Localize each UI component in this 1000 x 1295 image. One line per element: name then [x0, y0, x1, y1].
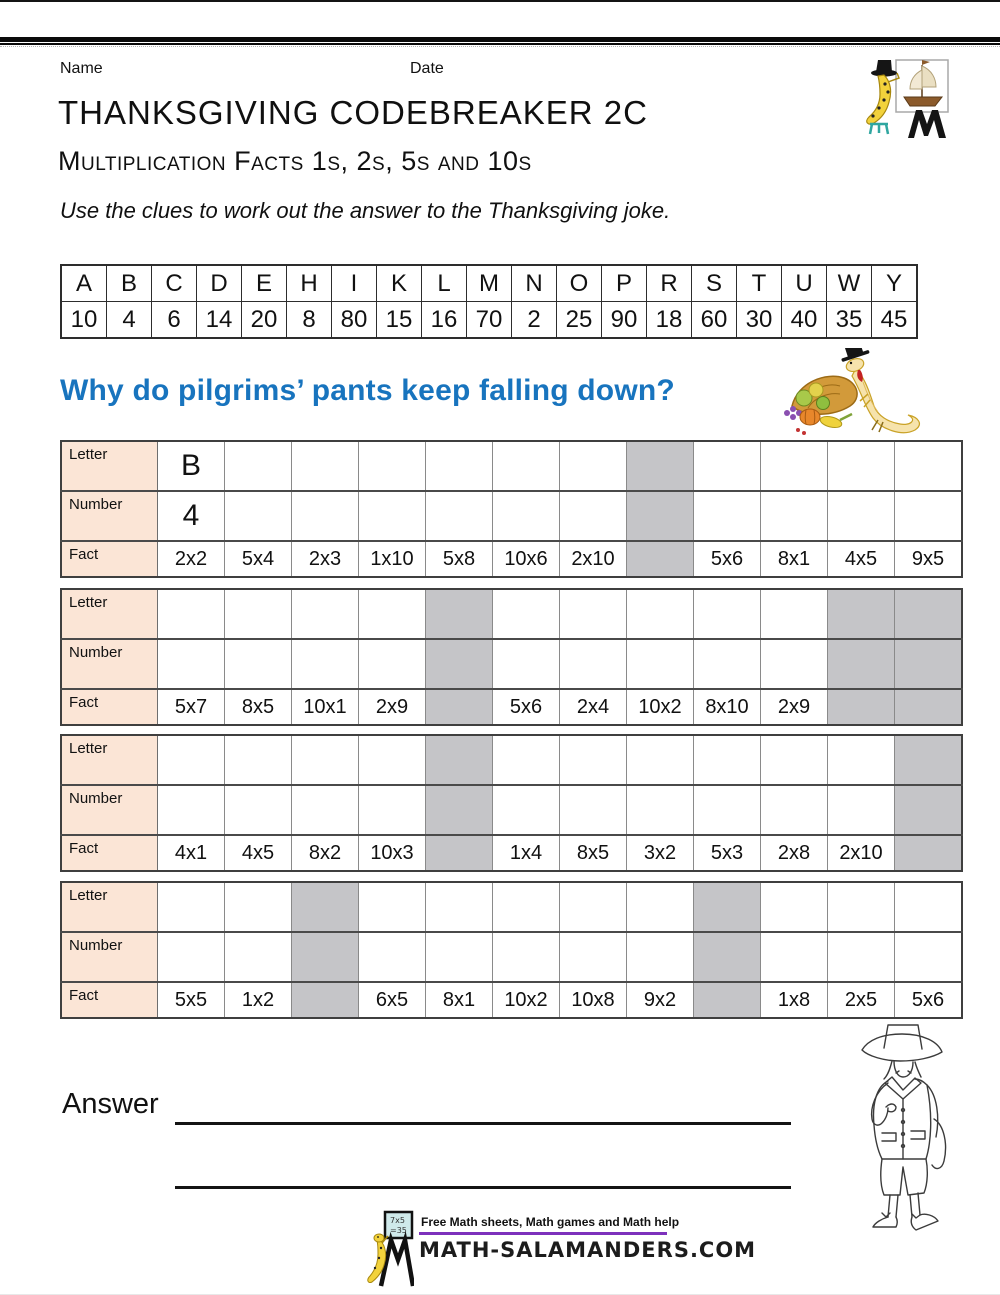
grid-3-letter-cell [158, 735, 225, 785]
grid-2-letter-cell [158, 589, 225, 639]
grid-2-gray-cell [895, 589, 963, 639]
grid-3-number-cell [761, 785, 828, 835]
code-number-cell: 70 [467, 302, 512, 339]
code-letter-cell: O [557, 265, 602, 302]
code-letter-cell: A [61, 265, 107, 302]
code-number-cell: 80 [332, 302, 377, 339]
row-label-fact: Fact [61, 541, 158, 577]
code-number-cell: 18 [647, 302, 692, 339]
code-letter-cell: I [332, 265, 377, 302]
grid-3-fact-cell: 2x8 [761, 835, 828, 871]
grid-4-gray-cell [694, 982, 761, 1018]
grid-3-number-cell [627, 785, 694, 835]
grid-4-number-cell [560, 932, 627, 982]
grid-2-number-cell [694, 639, 761, 689]
code-number-cell: 10 [61, 302, 107, 339]
code-number-cell: 90 [602, 302, 647, 339]
grid-3-gray-cell [895, 785, 963, 835]
grid-4-number-cell [895, 932, 963, 982]
grid-2-letter-cell [627, 589, 694, 639]
grid-4-fact-cell: 8x1 [426, 982, 493, 1018]
code-number-cell: 16 [422, 302, 467, 339]
grid-2-gray-cell [828, 689, 895, 725]
grid-3-fact-cell: 4x1 [158, 835, 225, 871]
code-letter-cell: T [737, 265, 782, 302]
grid-1-fact-cell: 9x5 [895, 541, 963, 577]
grid-3-fact-cell: 8x2 [292, 835, 359, 871]
grid-1-letter-cell [895, 441, 963, 491]
grid-1-letter-cell [359, 441, 426, 491]
code-number-cell: 14 [197, 302, 242, 339]
row-label-letter: Letter [61, 735, 158, 785]
grid-2-number-cell [359, 639, 426, 689]
grid-4-letter-cell [493, 882, 560, 932]
code-letter-cell: B [107, 265, 152, 302]
code-letter-cell: Y [872, 265, 918, 302]
grid-4-fact-cell: 2x5 [828, 982, 895, 1018]
row-label-letter: Letter [61, 589, 158, 639]
site-wordmark: MATH-SALAMANDERS.COM [419, 1238, 757, 1262]
grid-3-letter-cell [493, 735, 560, 785]
grid-3-gray-cell [426, 835, 493, 871]
code-number-cell: 6 [152, 302, 197, 339]
grid-4-gray-cell [694, 882, 761, 932]
grid-3-number-cell [560, 785, 627, 835]
code-number-cell: 60 [692, 302, 737, 339]
grid-1-letter-cell [225, 441, 292, 491]
grid-4-letter-cell [426, 882, 493, 932]
page-title: THANKSGIVING CODEBREAKER 2C [58, 94, 648, 131]
grid-2-number-cell [761, 639, 828, 689]
grid-2-gray-cell [426, 639, 493, 689]
grid-1-gray-cell [627, 441, 694, 491]
grid-4-letter-cell [627, 882, 694, 932]
grid-2-fact-cell: 2x4 [560, 689, 627, 725]
grid-4-letter-cell [359, 882, 426, 932]
row-label-fact: Fact [61, 835, 158, 871]
grid-3-letter-cell [359, 735, 426, 785]
grid-1-number-cell [560, 491, 627, 541]
footer-divider [419, 1232, 667, 1235]
grid-1-number-cell [359, 491, 426, 541]
code-letter-cell: W [827, 265, 872, 302]
puzzle-grid-1 [60, 440, 963, 578]
salamander-ship-logo-icon [858, 56, 952, 140]
grid-1-letter-cell [493, 441, 560, 491]
grid-4-number-cell [493, 932, 560, 982]
code-letter-cell: E [242, 265, 287, 302]
code-number-cell: 45 [872, 302, 918, 339]
date-label: Date [410, 60, 444, 77]
header-rule [0, 37, 1000, 48]
grid-3-letter-cell [560, 735, 627, 785]
code-letter-cell: M [467, 265, 512, 302]
grid-4-number-cell [225, 932, 292, 982]
code-letter-cell: K [377, 265, 422, 302]
grid-3-fact-cell: 5x3 [694, 835, 761, 871]
code-letter-cell: N [512, 265, 557, 302]
grid-3-letter-cell [761, 735, 828, 785]
grid-1-fact-cell: 2x2 [158, 541, 225, 577]
grid-2-number-cell [158, 639, 225, 689]
grid-3-number-cell [359, 785, 426, 835]
grid-2-fact-cell: 5x6 [493, 689, 560, 725]
grid-2-number-cell [292, 639, 359, 689]
grid-1-number-cell [761, 491, 828, 541]
grid-4-fact-cell: 5x6 [895, 982, 963, 1018]
site-logo [858, 56, 952, 140]
grid-4-number-cell [761, 932, 828, 982]
grid-2-letter-cell [359, 589, 426, 639]
grid-1-number-cell [895, 491, 963, 541]
grid-4-gray-cell [292, 882, 359, 932]
grid-3-number-cell [292, 785, 359, 835]
grid-4-fact-cell: 10x8 [560, 982, 627, 1018]
code-number-cell: 15 [377, 302, 422, 339]
grid-2-fact-cell: 10x2 [627, 689, 694, 725]
grid-3-letter-cell [694, 735, 761, 785]
grid-1-fact-cell: 4x5 [828, 541, 895, 577]
salamander-easel-icon [366, 1210, 414, 1288]
puzzle-grid-2 [60, 588, 963, 726]
code-letters-row [61, 265, 917, 302]
pilgrim-illustration [850, 1020, 968, 1238]
grid-2-fact-cell: 10x1 [292, 689, 359, 725]
code-number-cell: 8 [287, 302, 332, 339]
instruction-text: Use the clues to work out the answer to the Thanksgiving joke. [60, 198, 671, 223]
code-letter-cell: D [197, 265, 242, 302]
code-number-cell: 30 [737, 302, 782, 339]
grid-3-number-cell [493, 785, 560, 835]
grid-4-letter-cell [560, 882, 627, 932]
row-label-fact: Fact [61, 689, 158, 725]
cornucopia-salamander-icon [778, 348, 926, 438]
grid-1-number-cell: 4 [158, 491, 225, 541]
grid-1-letter-cell [828, 441, 895, 491]
grid-2-letter-cell [761, 589, 828, 639]
code-letter-cell: U [782, 265, 827, 302]
grid-1-fact-cell: 2x10 [560, 541, 627, 577]
row-label-letter: Letter [61, 441, 158, 491]
grid-2-letter-cell [493, 589, 560, 639]
grid-2-number-cell [493, 639, 560, 689]
grid-1-gray-cell [627, 541, 694, 577]
code-numbers-row [61, 302, 917, 339]
grid-3-fact-cell: 4x5 [225, 835, 292, 871]
grid-4-number-cell [158, 932, 225, 982]
grid-1-letter-cell [292, 441, 359, 491]
grid-4-fact-cell: 1x8 [761, 982, 828, 1018]
code-letter-cell: L [422, 265, 467, 302]
puzzle-grid-3 [60, 734, 963, 872]
grid-2-fact-cell: 8x10 [694, 689, 761, 725]
grid-2-fact-cell: 2x9 [359, 689, 426, 725]
grid-1-fact-cell: 10x6 [493, 541, 560, 577]
grid-3-letter-cell [627, 735, 694, 785]
grid-3-number-cell [225, 785, 292, 835]
grid-4-fact-cell: 6x5 [359, 982, 426, 1018]
code-letter-cell: C [152, 265, 197, 302]
grid-4-letter-cell [158, 882, 225, 932]
grid-3-fact-cell: 1x4 [493, 835, 560, 871]
grid-2-gray-cell [895, 689, 963, 725]
row-label-number: Number [61, 491, 158, 541]
name-label: Name [60, 60, 103, 77]
joke-question: Why do pilgrims’ pants keep falling down? [60, 374, 675, 407]
grid-4-fact-cell: 10x2 [493, 982, 560, 1018]
grid-1-number-cell [828, 491, 895, 541]
code-number-cell: 2 [512, 302, 557, 339]
grid-1-fact-cell: 5x8 [426, 541, 493, 577]
grid-2-gray-cell [426, 689, 493, 725]
grid-4-fact-cell: 1x2 [225, 982, 292, 1018]
board-text-1: 7x5 [390, 1216, 405, 1225]
answer-line-1 [175, 1122, 791, 1125]
grid-1-number-cell [292, 491, 359, 541]
grid-1-fact-cell: 5x4 [225, 541, 292, 577]
grid-2-gray-cell [426, 589, 493, 639]
grid-4-gray-cell [292, 982, 359, 1018]
row-label-number: Number [61, 639, 158, 689]
grid-4-gray-cell [694, 932, 761, 982]
grid-4-letter-cell [761, 882, 828, 932]
grid-1-letter-cell [761, 441, 828, 491]
grid-3-fact-cell: 3x2 [627, 835, 694, 871]
grid-4-fact-cell: 5x5 [158, 982, 225, 1018]
grid-3-letter-cell [292, 735, 359, 785]
code-number-cell: 4 [107, 302, 152, 339]
grid-1-number-cell [225, 491, 292, 541]
grid-4-letter-cell [895, 882, 963, 932]
grid-3-gray-cell [426, 735, 493, 785]
top-border-line [0, 0, 1000, 2]
grid-1-letter-cell [694, 441, 761, 491]
code-number-cell: 20 [242, 302, 287, 339]
grid-4-number-cell [426, 932, 493, 982]
grid-3-number-cell [828, 785, 895, 835]
code-letter-cell: R [647, 265, 692, 302]
pilgrim-man-icon [850, 1020, 968, 1238]
code-table [60, 264, 918, 339]
row-label-number: Number [61, 932, 158, 982]
grid-1-gray-cell [627, 491, 694, 541]
grid-2-fact-cell: 8x5 [225, 689, 292, 725]
answer-label: Answer [62, 1088, 159, 1120]
grid-3-fact-cell: 2x10 [828, 835, 895, 871]
grid-1-number-cell [426, 491, 493, 541]
grid-1-fact-cell: 2x3 [292, 541, 359, 577]
grid-2-number-cell [225, 639, 292, 689]
grid-4-number-cell [828, 932, 895, 982]
grid-1-fact-cell: 1x10 [359, 541, 426, 577]
grid-3-gray-cell [895, 735, 963, 785]
grid-1-fact-cell: 5x6 [694, 541, 761, 577]
grid-4-number-cell [627, 932, 694, 982]
footer-logo [366, 1210, 757, 1288]
grid-2-letter-cell [292, 589, 359, 639]
code-number-cell: 40 [782, 302, 827, 339]
grid-1-letter-cell [560, 441, 627, 491]
grid-1-letter-cell [426, 441, 493, 491]
code-number-cell: 25 [557, 302, 602, 339]
code-letter-cell: S [692, 265, 737, 302]
grid-3-gray-cell [895, 835, 963, 871]
grid-2-gray-cell [828, 639, 895, 689]
code-letter-cell: P [602, 265, 647, 302]
grid-3-letter-cell [828, 735, 895, 785]
row-label-letter: Letter [61, 882, 158, 932]
page-subtitle: Multiplication Facts 1s, 2s, 5s and 10s [58, 146, 532, 176]
grid-4-fact-cell: 9x2 [627, 982, 694, 1018]
grid-4-letter-cell [828, 882, 895, 932]
board-text-2: =35 [390, 1226, 407, 1235]
grid-3-number-cell [694, 785, 761, 835]
grid-3-gray-cell [426, 785, 493, 835]
grid-4-gray-cell [292, 932, 359, 982]
grid-2-letter-cell [225, 589, 292, 639]
grid-2-number-cell [627, 639, 694, 689]
grid-4-letter-cell [225, 882, 292, 932]
grid-3-number-cell [158, 785, 225, 835]
answer-line-2 [175, 1186, 791, 1189]
grid-2-fact-cell: 5x7 [158, 689, 225, 725]
grid-1-number-cell [493, 491, 560, 541]
grid-4-number-cell [359, 932, 426, 982]
code-letter-cell: H [287, 265, 332, 302]
grid-1-number-cell [694, 491, 761, 541]
code-number-cell: 35 [827, 302, 872, 339]
grid-2-gray-cell [828, 589, 895, 639]
grid-2-letter-cell [694, 589, 761, 639]
cornucopia-turkey-illustration [778, 348, 926, 438]
grid-3-fact-cell: 8x5 [560, 835, 627, 871]
grid-3-letter-cell [225, 735, 292, 785]
grid-2-letter-cell [560, 589, 627, 639]
grid-2-number-cell [560, 639, 627, 689]
puzzle-grid-4 [60, 881, 963, 1019]
grid-2-gray-cell [895, 639, 963, 689]
grid-1-letter-cell: B [158, 441, 225, 491]
grid-2-fact-cell: 2x9 [761, 689, 828, 725]
grid-1-fact-cell: 8x1 [761, 541, 828, 577]
row-label-number: Number [61, 785, 158, 835]
grid-3-fact-cell: 10x3 [359, 835, 426, 871]
row-label-fact: Fact [61, 982, 158, 1018]
footer-tagline: Free Math sheets, Math games and Math help [421, 1215, 680, 1229]
